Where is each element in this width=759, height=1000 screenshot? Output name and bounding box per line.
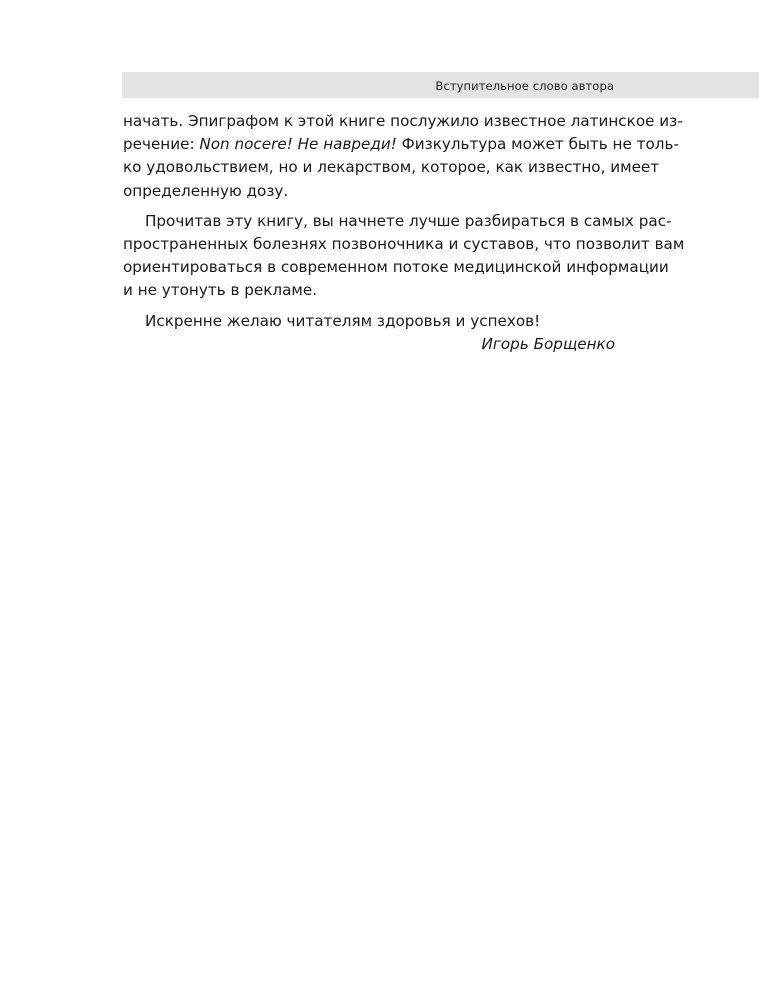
running-header-title: Вступительное слово автора (435, 79, 614, 93)
page-body (123, 110, 685, 356)
text-line (123, 133, 679, 156)
text-fragment: речение: (123, 135, 200, 154)
text-line: пространенных болезнях позвоночника и суставов, что позволит вам (123, 234, 685, 253)
text-line: определенную дозу. (123, 181, 289, 200)
text-line: и не утонуть в рекламе. (123, 281, 318, 300)
text-line: Искренне желаю читателям здоровья и успехов! (145, 311, 541, 330)
text-line: ко удовольствием, но и лекарством, которое, как известно, имеет (123, 158, 660, 177)
text-line: ориентироваться в современном потоке медицинской информации (123, 258, 669, 277)
text-line: начать. Эпиграфом к этой книге послужило известное латинское из- (123, 112, 683, 130)
author-signature: Игорь Борщенко (481, 334, 615, 353)
text-fragment: Физкультура может быть не толь- (396, 135, 679, 154)
epigraph-italic: Non nocere! Не навреди! (199, 135, 397, 154)
running-header (122, 72, 759, 98)
text-line: Прочитав эту книгу, вы начнете лучше разбираться в самых рас- (145, 211, 672, 230)
